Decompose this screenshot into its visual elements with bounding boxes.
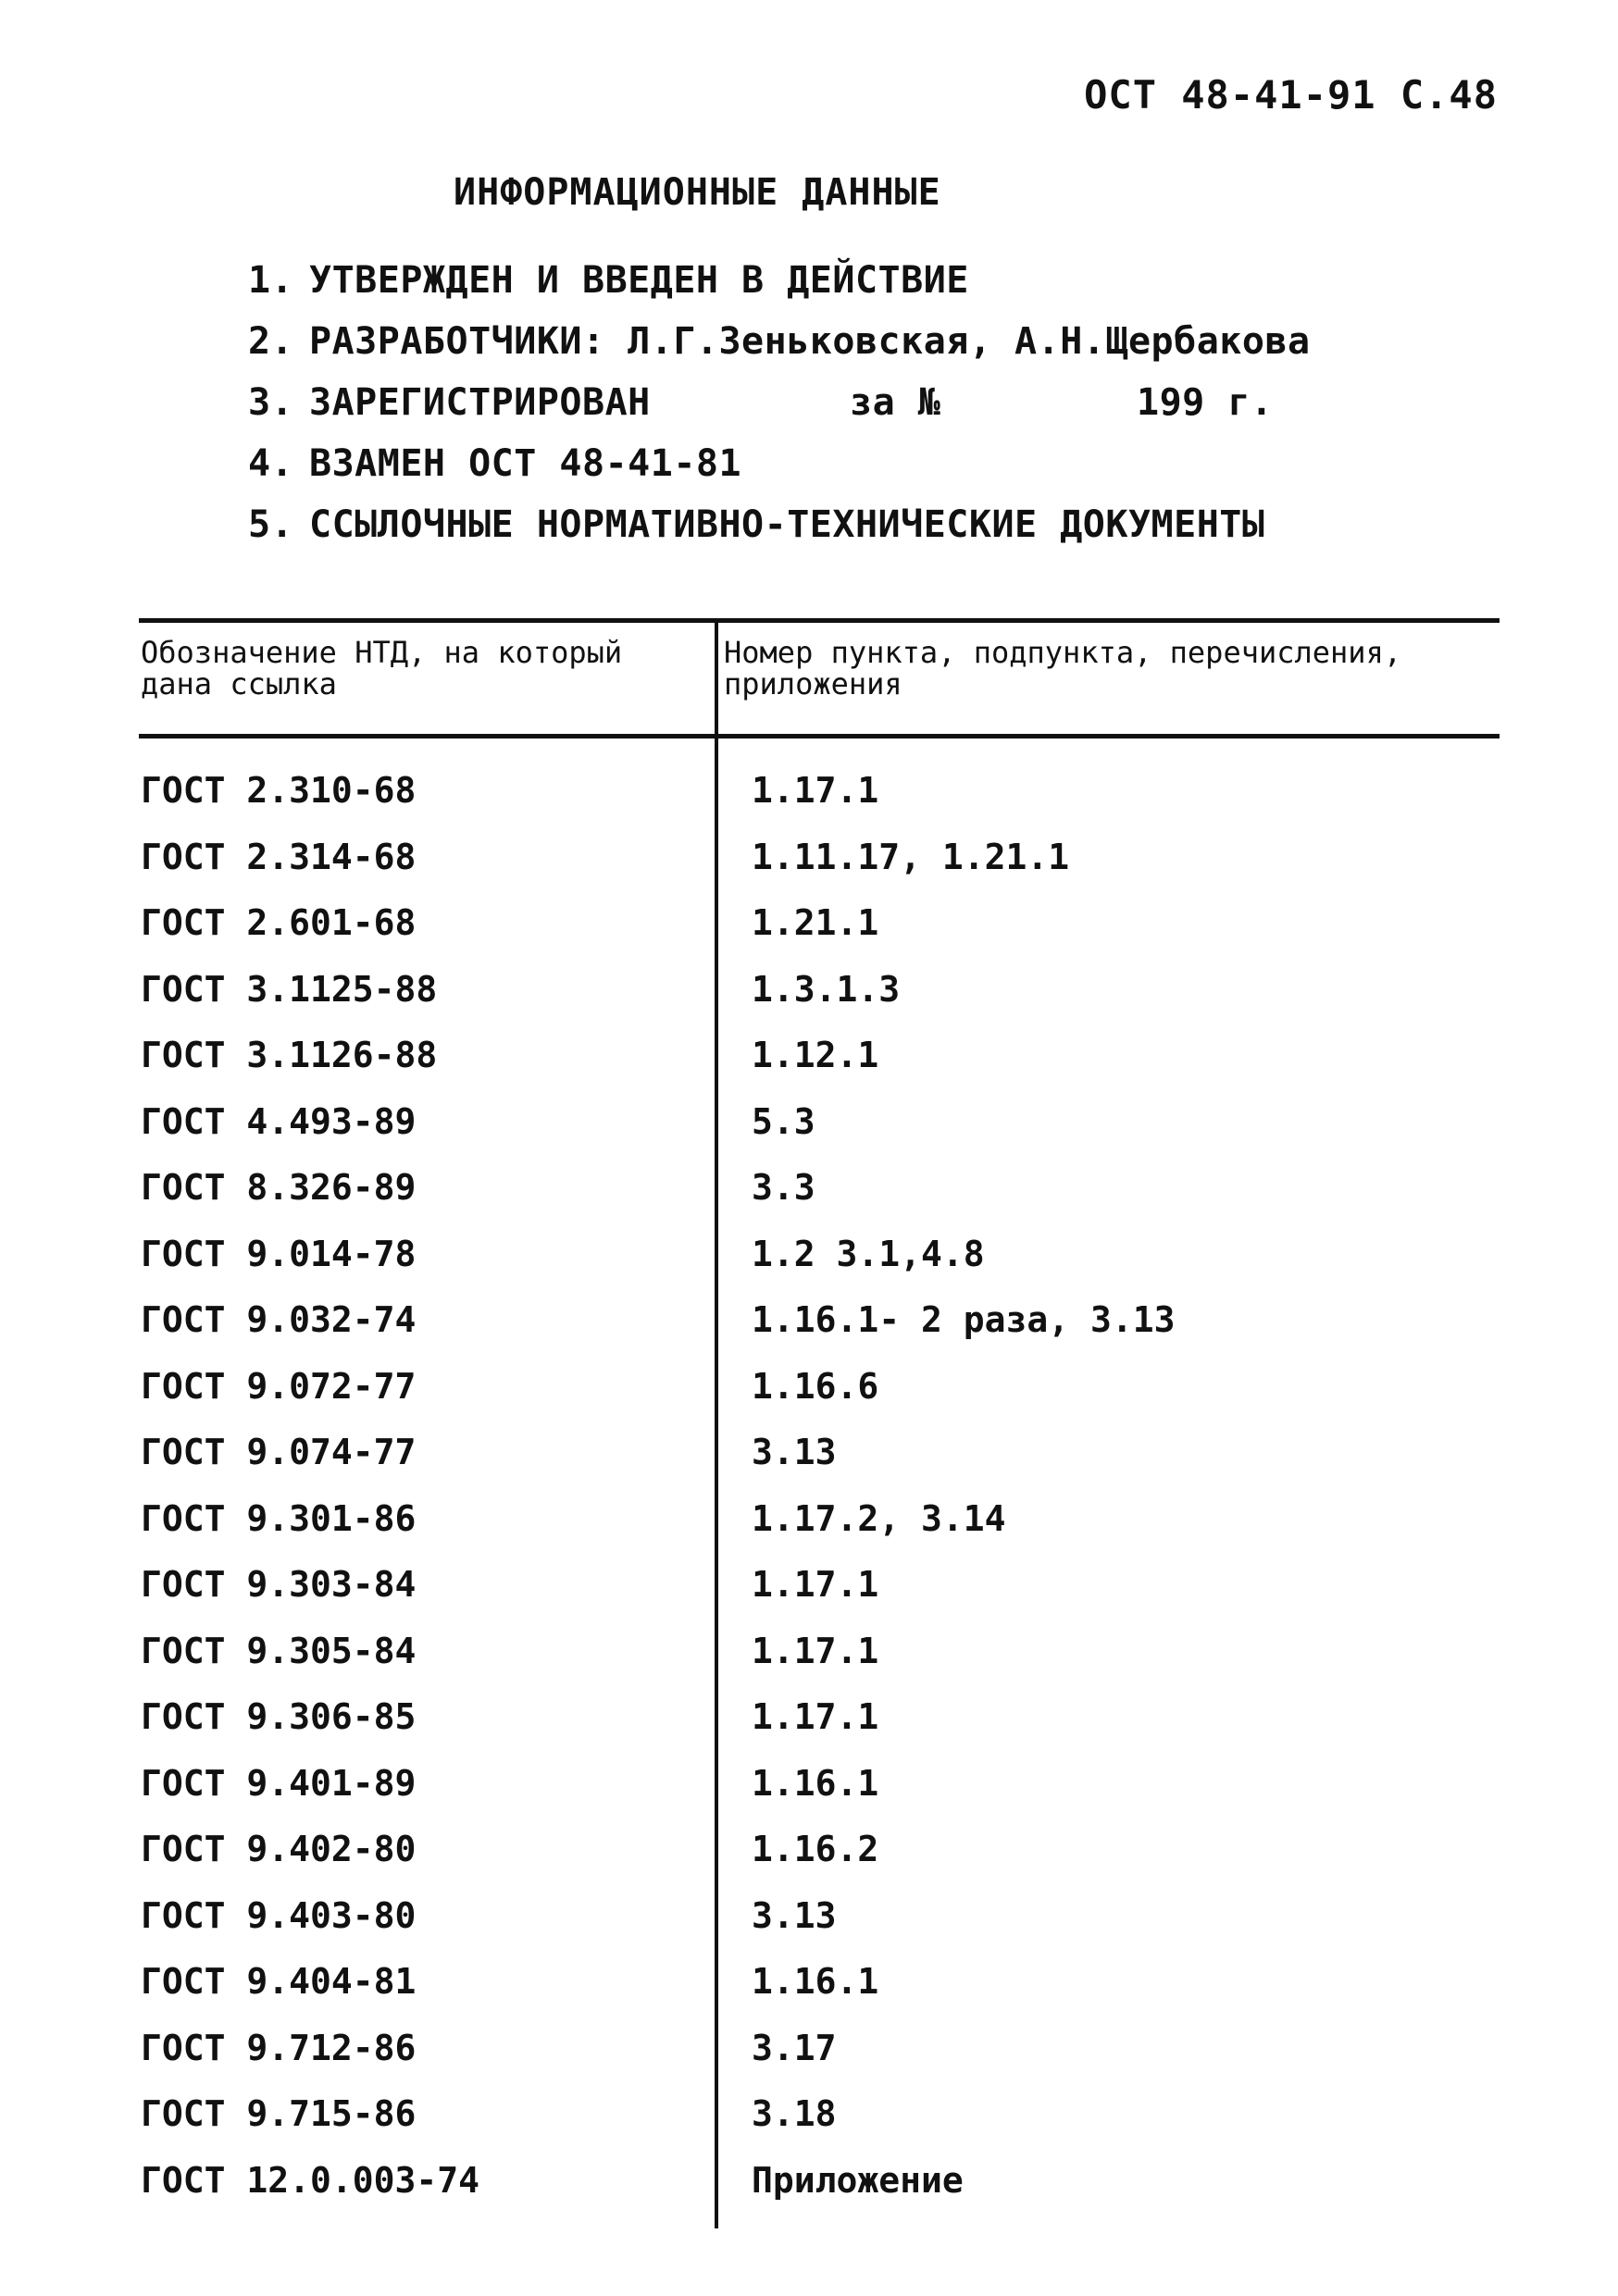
info-item-developers <box>248 311 1311 372</box>
table-row <box>139 1022 1500 1088</box>
document-cell: ГОСТ 3.1125-88 <box>141 968 438 1010</box>
reference-cell: 1.17.1 <box>752 1630 879 1671</box>
item-text: ЗАРЕГИСТРИРОВАН <box>309 381 651 424</box>
reference-cell: 3.17 <box>752 2027 837 2068</box>
reference-cell: 1.16.1- 2 раза, 3.13 <box>752 1299 1176 1340</box>
reference-cell: 1.2 3.1,4.8 <box>752 1233 985 1274</box>
reference-cell: 3.13 <box>752 1894 837 1936</box>
item-text: ВЗАМЕН ОСТ 48-41-81 <box>309 442 742 485</box>
table-row <box>139 1683 1500 1750</box>
document-cell: ГОСТ 9.014-78 <box>141 1233 417 1274</box>
document-cell: ГОСТ 9.305-84 <box>141 1630 417 1671</box>
table-row <box>139 1419 1500 1485</box>
document-cell: ГОСТ 9.403-80 <box>141 1894 417 1936</box>
registration-year: 199 г. <box>1137 381 1274 424</box>
registration-number-label: за № <box>850 381 941 424</box>
table-header-clause: Номер пункта, подпункта, перечисления, приложения <box>724 635 1402 701</box>
document-cell: ГОСТ 9.072-77 <box>141 1365 417 1407</box>
table-row <box>139 1750 1500 1817</box>
table-row <box>139 2015 1500 2081</box>
table-row <box>139 956 1500 1023</box>
table-row <box>139 1618 1500 1684</box>
item-text: РАЗРАБОТЧИКИ: Л.Г.Зеньковская, А.Н.Щербакова <box>309 320 1311 363</box>
reference-cell: 1.11.17, 1.21.1 <box>752 836 1070 877</box>
document-cell: ГОСТ 9.306-85 <box>141 1696 417 1737</box>
reference-cell: 3.18 <box>752 2093 837 2134</box>
table-row <box>139 1088 1500 1155</box>
item-number: 5. <box>248 503 294 546</box>
table-row <box>139 1485 1500 1552</box>
table-header-rule <box>139 734 1500 738</box>
document-cell: ГОСТ 2.314-68 <box>141 836 417 877</box>
table-row <box>139 1353 1500 1420</box>
document-cell: ГОСТ 9.402-80 <box>141 1829 417 1869</box>
reference-cell: 1.12.1 <box>752 1035 879 1075</box>
table-row <box>139 824 1500 890</box>
reference-cell: 1.17.2, 3.14 <box>752 1497 1006 1539</box>
table-row <box>139 1882 1500 1949</box>
info-item-references <box>248 494 1311 555</box>
table-row <box>139 2147 1500 2214</box>
item-text: УТВЕРЖДЕН И ВВЕДЕН В ДЕЙСТВИЕ <box>309 259 969 302</box>
table-row <box>139 1948 1500 2015</box>
item-number: 2. <box>248 320 294 363</box>
reference-cell: 1.21.1 <box>752 902 879 943</box>
reference-cell: 1.17.1 <box>752 1696 879 1737</box>
document-cell: ГОСТ 9.074-77 <box>141 1432 417 1472</box>
document-cell: ГОСТ 9.715-86 <box>141 2093 417 2134</box>
table-row <box>139 1286 1500 1353</box>
table-row <box>139 1816 1500 1882</box>
table-top-rule <box>139 618 1500 623</box>
table-row <box>139 1154 1500 1221</box>
table-row <box>139 757 1500 824</box>
document-cell: ГОСТ 9.404-81 <box>141 1961 417 2002</box>
reference-cell: 1.3.1.3 <box>752 968 901 1010</box>
table-header-document: Обозначение НТД, на который дана ссылка <box>141 635 623 701</box>
reference-cell: 1.16.6 <box>752 1365 879 1407</box>
item-number: 3. <box>248 381 294 424</box>
reference-cell: 1.17.1 <box>752 1564 879 1605</box>
item-number: 1. <box>248 259 294 302</box>
document-cell: ГОСТ 12.0.003-74 <box>141 2159 480 2201</box>
document-cell: ГОСТ 8.326-89 <box>141 1167 417 1208</box>
table-row <box>139 2080 1500 2147</box>
document-cell: ГОСТ 9.032-74 <box>141 1299 417 1340</box>
document-cell: ГОСТ 9.712-86 <box>141 2027 417 2068</box>
reference-cell: 3.13 <box>752 1432 837 1472</box>
table-row <box>139 889 1500 956</box>
info-items <box>248 250 1311 555</box>
reference-cell: 1.16.2 <box>752 1829 879 1869</box>
table-row <box>139 1221 1500 1287</box>
reference-cell: 1.16.1 <box>752 1762 879 1804</box>
info-item-replaces <box>248 433 1311 494</box>
document-cell: ГОСТ 4.493-89 <box>141 1100 417 1142</box>
document-cell: ГОСТ 3.1126-88 <box>141 1035 438 1075</box>
document-cell: ГОСТ 2.310-68 <box>141 770 417 811</box>
page-code: ОСТ 48-41-91 С.48 <box>1084 72 1498 118</box>
item-text: ССЫЛОЧНЫЕ НОРМАТИВНО-ТЕХНИЧЕСКИЕ ДОКУМЕНТЫ <box>309 503 1265 546</box>
table-row <box>139 1551 1500 1618</box>
reference-cell: 3.3 <box>752 1167 815 1208</box>
reference-cell: 1.16.1 <box>752 1961 879 2002</box>
document-cell: ГОСТ 9.401-89 <box>141 1762 417 1804</box>
reference-cell: 5.3 <box>752 1100 815 1142</box>
document-cell: ГОСТ 9.301-86 <box>141 1497 417 1539</box>
document-cell: ГОСТ 2.601-68 <box>141 902 417 943</box>
document-cell: ГОСТ 9.303-84 <box>141 1564 417 1605</box>
section-title: ИНФОРМАЦИОННЫЕ ДАННЫЕ <box>454 171 941 214</box>
table-body <box>139 757 1500 2213</box>
reference-cell: Приложение <box>752 2159 964 2201</box>
info-item-registered <box>248 372 1311 433</box>
reference-cell: 1.17.1 <box>752 770 879 811</box>
item-number: 4. <box>248 442 294 485</box>
info-item-approved <box>248 250 1311 311</box>
